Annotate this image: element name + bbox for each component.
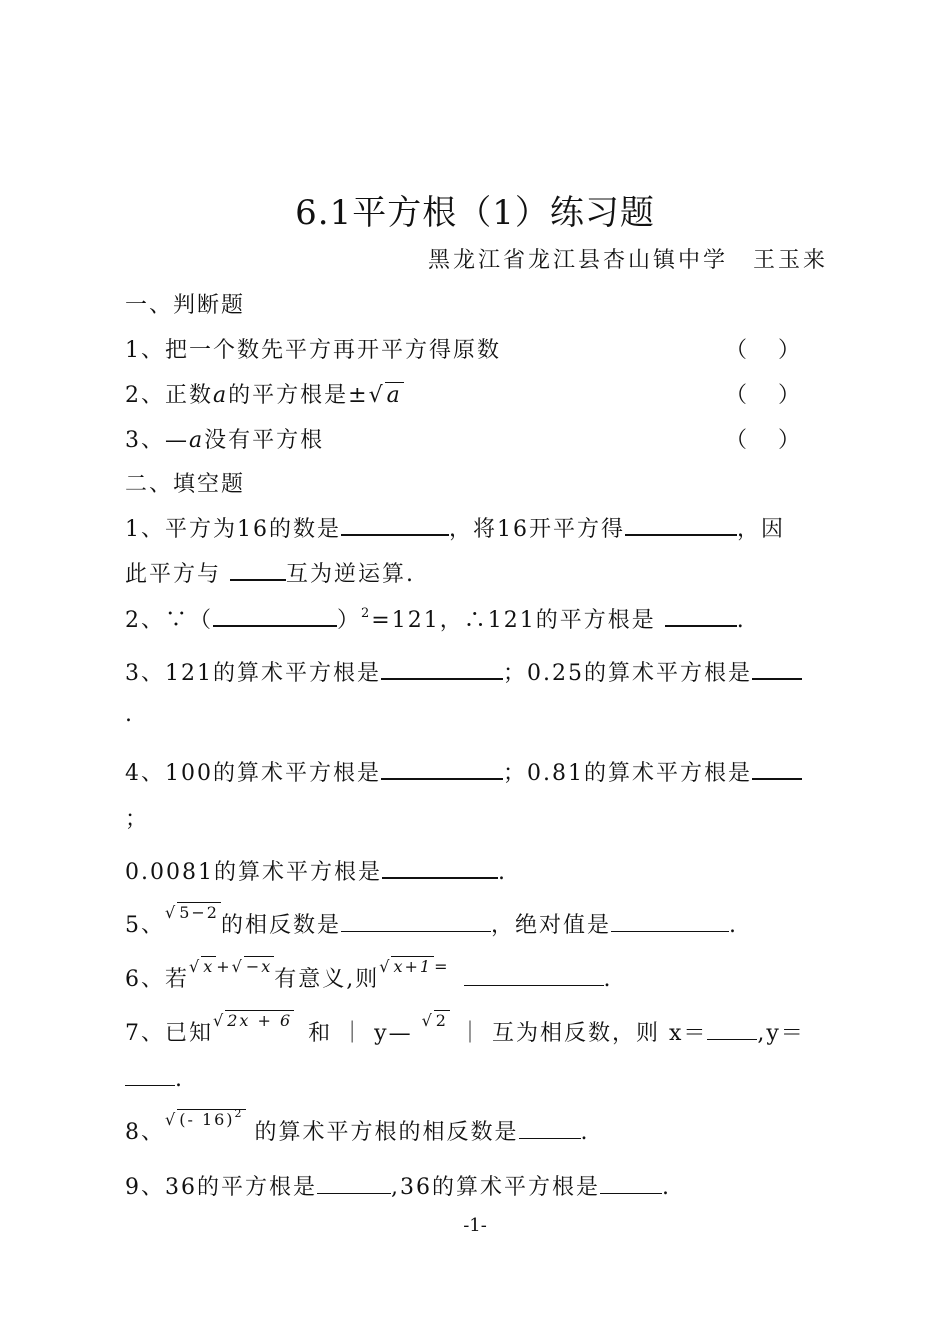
fill-question-3-end: .: [125, 702, 134, 727]
fill-question-8: 8、√ (- 16)$^2$ 的算术平方根的相反数是 .: [125, 1107, 590, 1145]
fill-question-4: 4、100的算术平方根是 ；0.81的算术平方根是: [125, 756, 802, 787]
sqrt-x-plus-1: √ x+1: [379, 957, 433, 976]
blank-input[interactable]: [341, 512, 449, 536]
blank-input[interactable]: [381, 656, 503, 680]
blank-input[interactable]: [625, 512, 737, 536]
fill-question-9: 9、36的平方根是 ,36的算术平方根是 .: [125, 1170, 671, 1201]
fill-question-5: 5、√ 5−2的相反数是 ，绝对值是 .: [125, 903, 738, 938]
fill-question-1-line2: 此平方与 互为逆运算.: [125, 557, 415, 588]
fill-question-4-line2: 0.0081的算术平方根是 .: [125, 855, 507, 886]
fill-question-4-end: ；: [125, 807, 150, 832]
blank-input[interactable]: [665, 603, 737, 627]
sqrt-2x-plus-6: √ 2x + 6: [213, 1011, 293, 1030]
blank-input[interactable]: [381, 756, 503, 780]
fill-question-2: 2、∵（ ）$^2$=121，∴121的平方根是 .: [125, 603, 746, 634]
tf-question-1: 1、把一个数先平方再开平方得原数: [125, 338, 501, 363]
blank-input[interactable]: [382, 855, 498, 879]
section1-heading: 一、判断题: [125, 293, 246, 318]
tf-question-3: 3、—a没有平方根: [125, 428, 325, 453]
blank-input[interactable]: [752, 656, 802, 680]
fill-question-7: 7、已知√ 2x + 6和 ｜ y— √ 2 ｜ 互为相反数，则 x＝ ,y＝: [125, 1011, 805, 1046]
page-title: 6.1平方根（1）练习题: [295, 193, 655, 233]
blank-input[interactable]: [213, 603, 337, 627]
blank-input[interactable]: [317, 1171, 391, 1194]
blank-input[interactable]: [752, 756, 802, 780]
sqrt-2: √ 2: [421, 1011, 448, 1030]
answer-paren-2[interactable]: （ ）: [725, 383, 800, 408]
answer-paren-1[interactable]: （ ）: [725, 338, 800, 363]
author-line: 黑龙江省龙江县杏山镇中学 王玉来: [427, 248, 828, 273]
fill-question-6: 6、若√ x +√ −x有意义,则√ x+1 =.: [125, 957, 613, 992]
blank-input[interactable]: [707, 1017, 757, 1040]
page-number: -1-: [463, 1215, 487, 1236]
blank-input[interactable]: [464, 963, 604, 986]
fill-question-7-line2: .: [125, 1063, 184, 1092]
blank-input[interactable]: [125, 1063, 175, 1086]
sqrt5-minus-2: √ 5−2: [165, 903, 219, 922]
fill-question-1-line1: 1、平方为16的数是 ，将16开平方得 ，因: [125, 512, 785, 543]
sqrt-neg-x: √ −x: [231, 957, 273, 976]
blank-input[interactable]: [600, 1171, 662, 1194]
sqrt-neg16-squared: √ (- 16)$^2$: [165, 1107, 244, 1129]
section2-heading: 二、填空题: [125, 472, 246, 497]
answer-paren-3[interactable]: （ ）: [725, 428, 800, 453]
tf-question-2: 2、正数a的平方根是±√a: [125, 383, 402, 408]
blank-input[interactable]: [611, 909, 729, 932]
sqrt-a: √a: [368, 383, 402, 408]
blank-input[interactable]: [230, 557, 286, 581]
blank-input[interactable]: [341, 909, 491, 932]
blank-input[interactable]: [519, 1116, 581, 1139]
fill-question-3: 3、121的算术平方根是 ；0.25的算术平方根是: [125, 656, 802, 687]
sqrt-x: √ x: [189, 957, 215, 976]
